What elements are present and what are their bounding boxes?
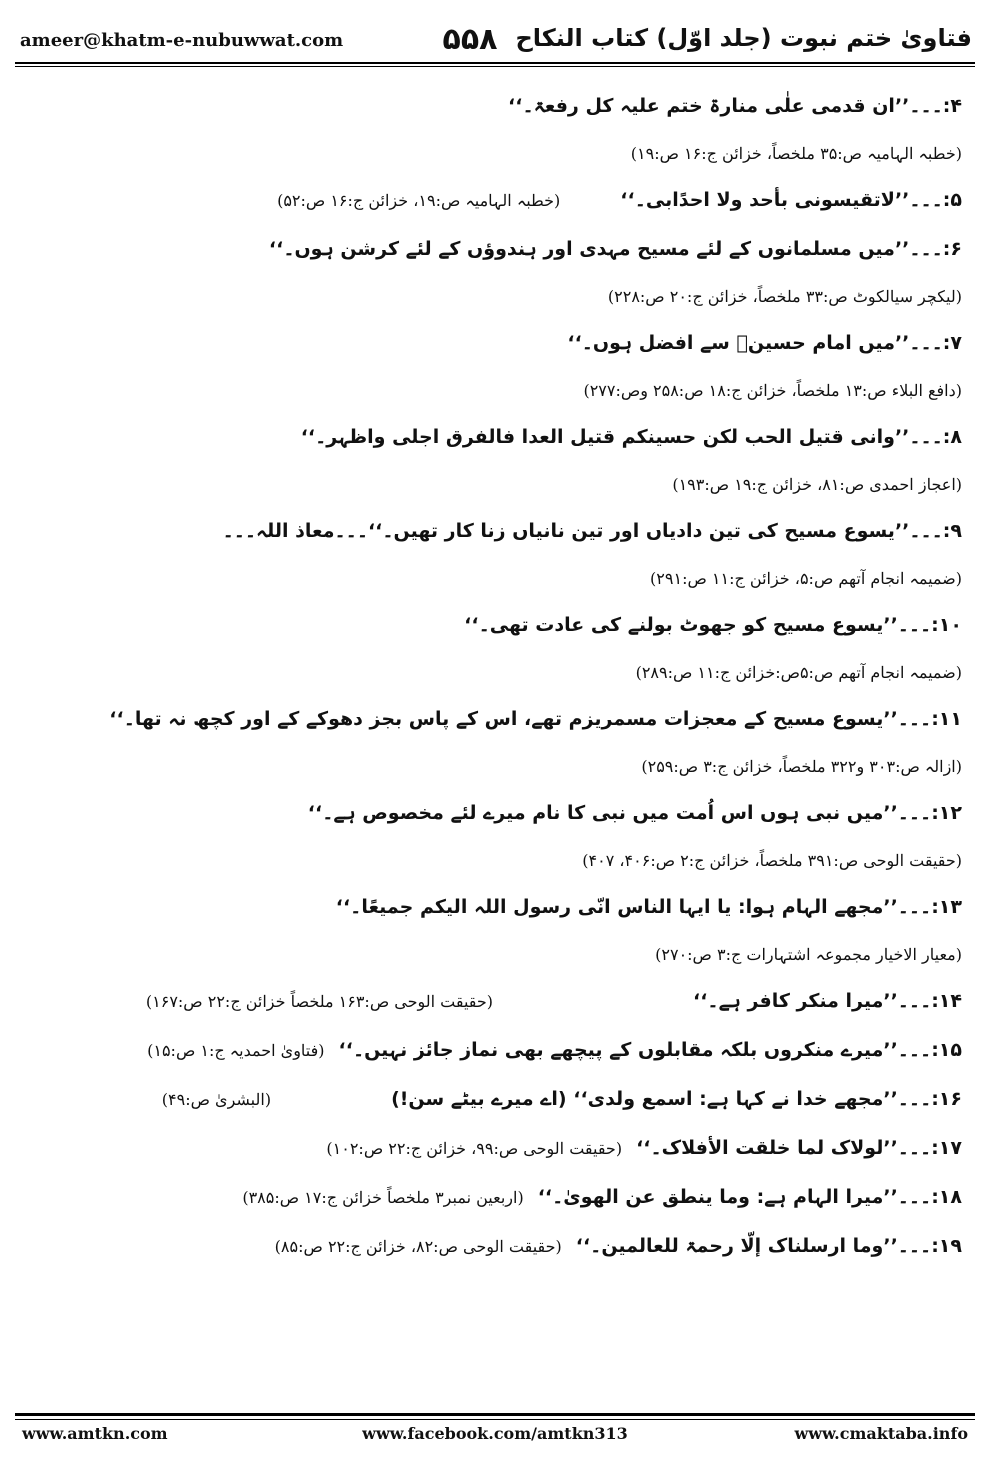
quote-text: ۴:۔۔۔’’ان قدمی علٰی منارۃ ختم علیہ کل رفعۃ۔‘‘	[508, 95, 962, 117]
reference-text: (حقیقت الوحی ص:۹۹، خزائن ج:۲۲ ص:۱۰۲)	[326, 1139, 623, 1158]
quote-line-16	[22, 1075, 962, 1124]
reference-text: (حقیقت الوحی ص:۸۲، خزائن ج:۲۲ ص:۸۵)	[274, 1237, 562, 1256]
quote-line-5	[22, 176, 962, 225]
reference-text: (اعجاز احمدی ص:۸۱، خزائن ج:۱۹ ص:۱۹۳)	[672, 475, 962, 494]
reference-text: (دافع البلاء ص:۱۳ ملخصاً، خزائن ج:۱۸ ص:۲۵۸ وص:۲۷۷)	[583, 381, 962, 400]
reference-text: (لیکچر سیالکوٹ ص:۳۳ ملخصاً، خزائن ج:۲۰ ص:۲۲۸)	[607, 287, 962, 306]
footer-rule-thin	[15, 1419, 975, 1420]
quote-line-6	[22, 225, 962, 274]
header-email: ameer@khatm-e-nubuwwat.com	[20, 30, 344, 51]
quote-text: ۸:۔۔۔’’وانی قتیل الحب لکن حسینکم قتیل العدا فالفرق اجلی واظہر۔‘‘	[300, 426, 962, 448]
quote-line-17	[22, 1124, 962, 1173]
reference-line	[22, 368, 962, 413]
reference-text: (خطبہ الہامیہ ص:۱۹، خزائن ج:۱۶ ص:۵۲)	[277, 191, 561, 210]
reference-text: (فتاویٰ احمدیہ ج:۱ ص:۱۵)	[147, 1041, 325, 1060]
quote-line-4	[22, 82, 962, 131]
quote-line-18	[22, 1173, 962, 1222]
quote-line-14	[22, 977, 962, 1026]
reference-line	[22, 838, 962, 883]
reference-text: (معیار الاخیار مجموعہ اشتہارات ج:۳ ص:۲۷۰)	[655, 945, 962, 964]
quote-text: ۱۶:۔۔۔’’مجھے خدا نے کہا ہے: اسمع ولدی‘‘ (اے میرے بیٹے سن!)	[391, 1088, 962, 1110]
reference-text: (ضمیمہ انجام آتھم ص:۵، خزائن ج:۱۱ ص:۲۹۱)	[650, 569, 962, 588]
quote-text: ۱۴:۔۔۔’’میرا منکر کافر ہے۔‘‘	[693, 990, 962, 1012]
reference-line	[22, 462, 962, 507]
reference-text: (ازالہ ص:۳۰۳ و۳۲۲ ملخصاً، خزائن ج:۳ ص:۲۵۹)	[641, 757, 962, 776]
reference-text: (ضمیمہ انجام آتھم ص:۵ص:خزائن ج:۱۱ ص:۲۸۹)	[635, 663, 962, 682]
quote-line-8	[22, 413, 962, 462]
page-number: ۵۵۸	[442, 22, 498, 57]
book-title: فتاویٰ ختم نبوت (جلد اوّل) کتاب النکاح	[515, 24, 972, 52]
footer-rule	[15, 1413, 975, 1416]
quote-line-19	[22, 1222, 962, 1271]
footer-link-amtkn[interactable]: www.amtkn.com	[22, 1424, 168, 1443]
quote-line-15	[22, 1026, 962, 1075]
quote-text: ۱۰:۔۔۔’’یسوع مسیح کو جھوٹ بولنے کی عادت تھی۔‘‘	[464, 614, 962, 636]
reference-line	[22, 744, 962, 789]
reference-line	[22, 650, 962, 695]
quote-line-9	[22, 507, 962, 556]
quote-text: ۱۵:۔۔۔’’میرے منکروں بلکہ مقابلوں کے پیچھے بھی نماز جائز نہیں۔‘‘	[338, 1039, 962, 1061]
quote-line-7	[22, 319, 962, 368]
quote-text: ۹:۔۔۔’’یسوع مسیح کی تین دادیاں اور تین نانیاں زنا کار تھیں۔‘‘۔۔۔معاذ اللہ۔۔۔	[222, 520, 962, 542]
footer-link-cmaktaba[interactable]: www.cmaktaba.info	[794, 1424, 968, 1443]
reference-line	[22, 932, 962, 977]
reference-text: (اربعین نمبر۳ ملخصاً خزائن ج:۱۷ ص:۳۸۵)	[242, 1188, 524, 1207]
reference-text: (البشریٰ ص:۴۹)	[161, 1090, 272, 1109]
quote-text: ۱۱:۔۔۔’’یسوع مسیح کے معجزات مسمریزم تھے، اس کے پاس بجز دھوکے کے اور کچھ نہ تھا۔‘‘	[109, 708, 962, 730]
quote-text: ۱۸:۔۔۔’’میرا الہام ہے: وما ینطق عن الھویٰ۔‘‘	[537, 1186, 962, 1208]
header-rule-thin	[15, 66, 975, 67]
quote-text: ۱۳:۔۔۔’’مجھے الہام ہوا: یا ایہا الناس انّی رسول اللہ الیکم جمیعًا۔‘‘	[335, 896, 962, 918]
quote-text: ۷:۔۔۔’’میں امام حسینؓ سے افضل ہوں۔‘‘	[567, 332, 962, 354]
page-body	[22, 82, 962, 1271]
quote-line-13	[22, 883, 962, 932]
footer-link-facebook[interactable]: www.facebook.com/amtkn313	[362, 1424, 628, 1443]
quote-text: ۱۹:۔۔۔’’وما ارسلناک إلّا رحمۃ للعالمین۔‘‘	[575, 1235, 962, 1257]
reference-line	[22, 131, 962, 176]
quote-text: ۵:۔۔۔’’لاتقیسونی بأحد ولا احدًابی۔‘‘	[620, 189, 962, 211]
page-header	[0, 0, 990, 60]
quote-text: ۶:۔۔۔’’میں مسلمانوں کے لئے مسیح مہدی اور ہندوؤں کے لئے کرشن ہوں۔‘‘	[268, 238, 962, 260]
reference-line	[22, 556, 962, 601]
reference-text: (حقیقت الوحی ص:۱۶۳ ملخصاً خزائن ج:۲۲ ص:۱۶۷)	[145, 992, 493, 1011]
quote-text: ۱۲:۔۔۔’’میں نبی ہوں اس اُمت میں نبی کا نام میرے لئے مخصوص ہے۔‘‘	[307, 802, 962, 824]
reference-text: (خطبہ الہامیہ ص:۳۵ ملخصاً، خزائن ج:۱۶ ص:۱۹)	[630, 144, 962, 163]
header-rule	[15, 62, 975, 64]
quote-line-12	[22, 789, 962, 838]
quote-line-10	[22, 601, 962, 650]
reference-text: (حقیقت الوحی ص:۳۹۱ ملخصاً، خزائن ج:۲ ص:۴۰۶، ۴۰۷)	[582, 851, 962, 870]
quote-text: ۱۷:۔۔۔’’لولاک لما خلقت الأفلاک۔‘‘	[636, 1137, 962, 1159]
reference-line	[22, 274, 962, 319]
quote-line-11	[22, 695, 962, 744]
